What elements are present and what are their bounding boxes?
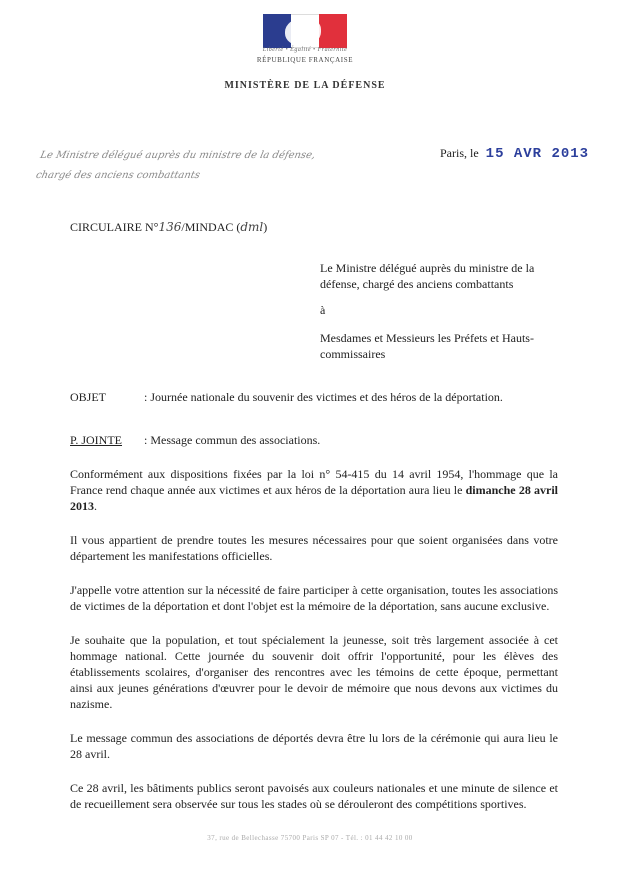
addressee-to: Mesdames et Messieurs les Préfets et Hauts-commissaires [320,331,534,361]
republic-name: RÉPUBLIQUE FRANÇAISE [256,56,354,64]
marianne-profile-icon [285,18,321,46]
attachment-text: : Message commun des associations. [144,433,321,447]
addressee-to-word: à [320,303,326,317]
paragraph-1-start: Conformément aux dispositions fixées par la loi n° 54-415 du 14 avril 1954, l'hommage que la France rend chaque année aux victimes et aux héros de la déportation aura lieu le [70,467,558,497]
footer-address: 37, rue de Bellechasse 75700 Paris SP 07 - Tél. : 01 44 42 10 00 [207,834,413,842]
addressee-block [320,260,560,362]
attachment-label: P. JOINTE [70,433,123,447]
paragraph-1-end: . [94,499,97,513]
paragraph-3: J'appelle votre attention sur la nécessité de faire participer à cette organisation, toutes les associations de victimes de la déportation et dont l'objet est la mémoire de la déportation, sans aucune exclusive. [70,583,558,613]
date-line [440,146,589,162]
paragraph-1-date: dimanche 28 avril 2013 [70,483,558,513]
ministry-title: MINISTÈRE DE LA DÉFENSE [224,80,386,91]
paragraph-4: Je souhaite que la population, et tout spécialement la jeunesse, soit très largement associée à cet hommage national. Cette journée du souvenir doit offrir l'opportunité, pour les élèves des établissements scolaires, d'organiser des rencontres avec les témoins de cette époque, permettant ainsi aux jeunes générations d'œuvrer pour le devoir de mémoire que nous devons aux victimes du nazisme. [70,633,558,711]
date-stamp: 15 AVR 2013 [485,146,590,162]
marianne-logo [263,14,347,48]
circular-mid: /MINDAC ( [181,220,241,234]
addressee-from: Le Ministre délégué auprès du ministre de la défense, chargé des anciens combattants [320,261,535,291]
sender-line-2: chargé des anciens combattants [34,170,201,181]
circular-ref: dml [240,220,264,234]
paragraph-1 [70,466,558,514]
date-prefix: Paris, le [440,146,479,160]
circular-suffix: ) [263,220,268,234]
circular-prefix: CIRCULAIRE N° [70,220,159,234]
letter-body [70,466,558,830]
circular-reference [70,220,267,235]
paragraph-5: Le message commun des associations de déportés devra être lu lors de la cérémonie qui aura lieu le 28 avril. [70,731,558,761]
paragraph-2: Il vous appartient de prendre toutes les mesures nécessaires pour que soient organisées dans votre département les manifestations officielles. [70,533,558,563]
republic-motto: Liberté • Égalité • Fraternité [262,47,348,53]
paragraph-6: Ce 28 avril, les bâtiments publics seront pavoisés aux couleurs nationales et une minute de silence et de recueillement sera observée sur tous les stades où se dérouleront des compétitions sportives. [70,781,558,811]
object-label: OBJET [70,390,106,404]
sender-line-1: Le Ministre délégué auprès du ministre de la défense, [39,150,317,161]
attachment-row [70,433,320,448]
object-row [70,390,503,405]
sender-signature-block [34,146,373,186]
circular-number: 136 [158,220,182,234]
object-text: : Journée nationale du souvenir des victimes et des héros de la déportation. [144,390,503,404]
